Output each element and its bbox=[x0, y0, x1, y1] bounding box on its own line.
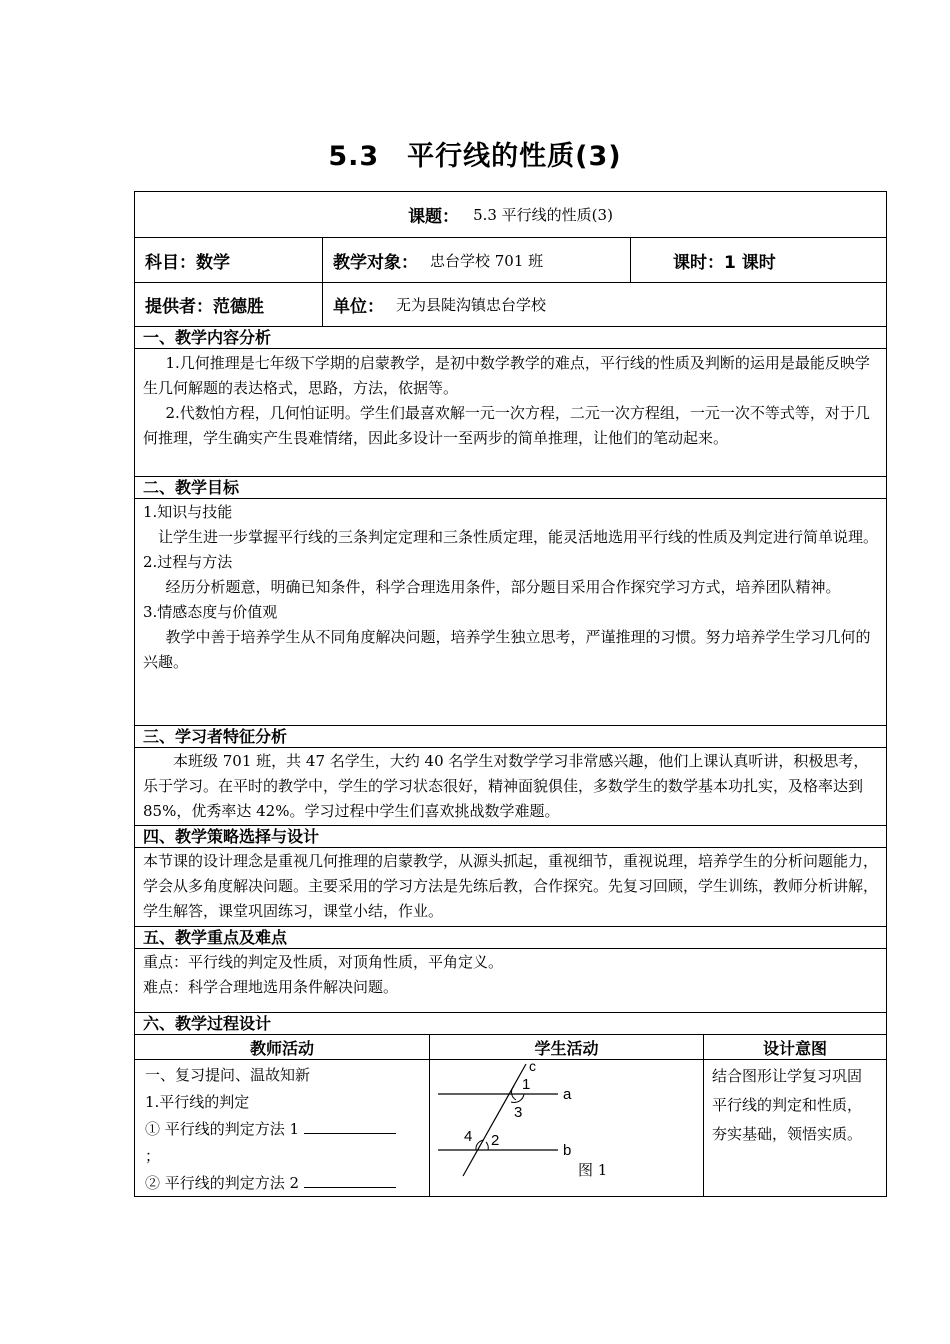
student-activity bbox=[430, 1060, 704, 1196]
unit-value: 无为县陡沟镇忠台学校 bbox=[396, 296, 547, 314]
section-1-para-2: 2.代数怕方程，几何怕证明。学生们最喜欢解一元一次方程，二元一次方程组，一元一次不等式等，对于几何推理，学生确实产生畏难情绪，因此多设计一至两步的简单推理，让他们的笔动起来。 bbox=[143, 404, 870, 447]
process-row-1 bbox=[135, 1060, 886, 1196]
provider-row bbox=[135, 283, 886, 327]
section-2-sub-2: 2.过程与方法 bbox=[143, 553, 233, 571]
unit-label: 单位： bbox=[333, 297, 384, 317]
design-intent bbox=[704, 1060, 886, 1196]
section-4-para-1: 本节课的设计理念是重视几何推理的启蒙教学，从源头抓起，重视细节，重视说理，培养学生的分析问题能力，学会从多角度解决问题。主要采用的学习方法是先练后教，合作探究。先复习回顾，学生训练，教师分析讲解，学生解答，课堂巩固练习，课堂小结，作业。 bbox=[143, 852, 879, 920]
page-title: 5.3 平行线的性质(3) bbox=[328, 141, 622, 172]
section-2-para-1: 让学生进一步掌握平行线的三条判定定理和三条性质定理，能灵活地选用平行线的性质及判定进行简单说理。 bbox=[158, 528, 879, 546]
target-value: 忠台学校 701 班 bbox=[430, 251, 544, 270]
provider-label: 提供者：范德胜 bbox=[145, 297, 264, 317]
section-3-heading: 三、学习者特征分析 bbox=[135, 726, 886, 748]
label-c: c bbox=[529, 1060, 536, 1074]
provider-cell bbox=[135, 283, 323, 326]
section-2-para-2: 经历分析题意，明确已知条件，科学合理选用条件，部分题目采用合作探究学习方式，培养团队精神。 bbox=[165, 578, 841, 596]
label-a: a bbox=[563, 1086, 572, 1103]
period-label: 课时：1 课时 bbox=[673, 252, 776, 273]
teacher-activity bbox=[135, 1060, 430, 1196]
section-5-heading: 五、教学重点及难点 bbox=[135, 927, 886, 949]
section-3-body bbox=[135, 748, 886, 826]
section-2-sub-3: 3.情感态度与价值观 bbox=[143, 603, 278, 621]
design-intent-text: 结合图形让学复习巩固平行线的判定和性质，夯实基础，领悟实质。 bbox=[712, 1067, 863, 1143]
parallel-lines-figure bbox=[430, 1060, 702, 1195]
section-2-para-3: 教学中善于培养学生从不同角度解决问题，培养学生独立思考，严谨推理的习惯。努力培养学生学习几何的兴趣。 bbox=[143, 628, 871, 671]
teacher-line-4: ； bbox=[145, 1147, 161, 1165]
angle-arc-3 bbox=[511, 1094, 524, 1102]
subject-row bbox=[135, 238, 886, 283]
teacher-line-2: 1.平行线的判定 bbox=[145, 1093, 250, 1111]
section-2-body bbox=[135, 499, 886, 726]
section-5-para-2: 难点：科学合理地选用条件解决问题。 bbox=[143, 978, 399, 996]
label-4: 4 bbox=[464, 1128, 473, 1145]
col-teacher: 教师活动 bbox=[135, 1035, 430, 1059]
section-1-para-1: 1.几何推理是七年级下学期的启蒙教学，是初中数学教学的难点，平行线的性质及判断的运用是最能反映学生几何解题的表达格式，思路，方法，依据等。 bbox=[143, 354, 870, 397]
teacher-line-1: 一、复习提问、温故知新 bbox=[145, 1066, 311, 1084]
section-4-heading: 四、教学策略选择与设计 bbox=[135, 826, 886, 848]
section-5-body bbox=[135, 949, 886, 1013]
angle-arc-2 bbox=[486, 1142, 488, 1150]
section-5-para-1: 重点：平行线的判定及性质，对顶角性质，平角定义。 bbox=[143, 953, 504, 971]
section-2-heading: 二、教学目标 bbox=[135, 477, 886, 499]
label-1: 1 bbox=[522, 1076, 531, 1093]
label-3: 3 bbox=[514, 1104, 523, 1121]
subject-cell bbox=[135, 238, 323, 282]
unit-cell bbox=[323, 283, 886, 326]
col-student: 学生活动 bbox=[430, 1035, 704, 1059]
angle-arc-1 bbox=[512, 1086, 516, 1100]
section-2-sub-1: 1.知识与技能 bbox=[143, 503, 233, 521]
figure-caption: 图 1 bbox=[578, 1161, 608, 1179]
lesson-plan-table bbox=[134, 191, 887, 1197]
section-6-heading: 六、教学过程设计 bbox=[135, 1013, 886, 1035]
subject-label: 科目：数学 bbox=[145, 252, 230, 273]
answer-blank-1[interactable] bbox=[304, 1119, 396, 1134]
col-intent: 设计意图 bbox=[762, 1038, 827, 1058]
topic-label: 课题： bbox=[408, 207, 460, 227]
process-header-row bbox=[135, 1035, 886, 1060]
label-b: b bbox=[563, 1142, 572, 1159]
target-label: 教学对象： bbox=[333, 252, 418, 273]
label-2: 2 bbox=[491, 1132, 500, 1149]
answer-blank-2[interactable] bbox=[304, 1173, 396, 1188]
teacher-line-3: ① 平行线的判定方法 1 bbox=[145, 1116, 423, 1143]
topic-row bbox=[135, 192, 886, 238]
topic-value: 5.3 平行线的性质(3) bbox=[473, 206, 613, 224]
section-1-heading: 一、教学内容分析 bbox=[135, 327, 886, 349]
section-4-body bbox=[135, 848, 886, 927]
teacher-line-5: ② 平行线的判定方法 2 bbox=[145, 1170, 423, 1197]
target-cell bbox=[323, 238, 631, 282]
section-3-para-1: 本班级 701 班，共 47 名学生，大约 40 名学生对数学学习非常感兴趣，他们上课认真听讲，积极思考，乐于学习。在平时的教学中，学生的学习状态很好，精神面貌俱佳，多数学生的数学基本功扎实，及格率达到 85%，优秀率达 42%。学习过程中学生们喜欢挑战数学难题。 bbox=[143, 752, 869, 820]
period-cell bbox=[631, 238, 886, 282]
section-1-body bbox=[135, 349, 886, 477]
